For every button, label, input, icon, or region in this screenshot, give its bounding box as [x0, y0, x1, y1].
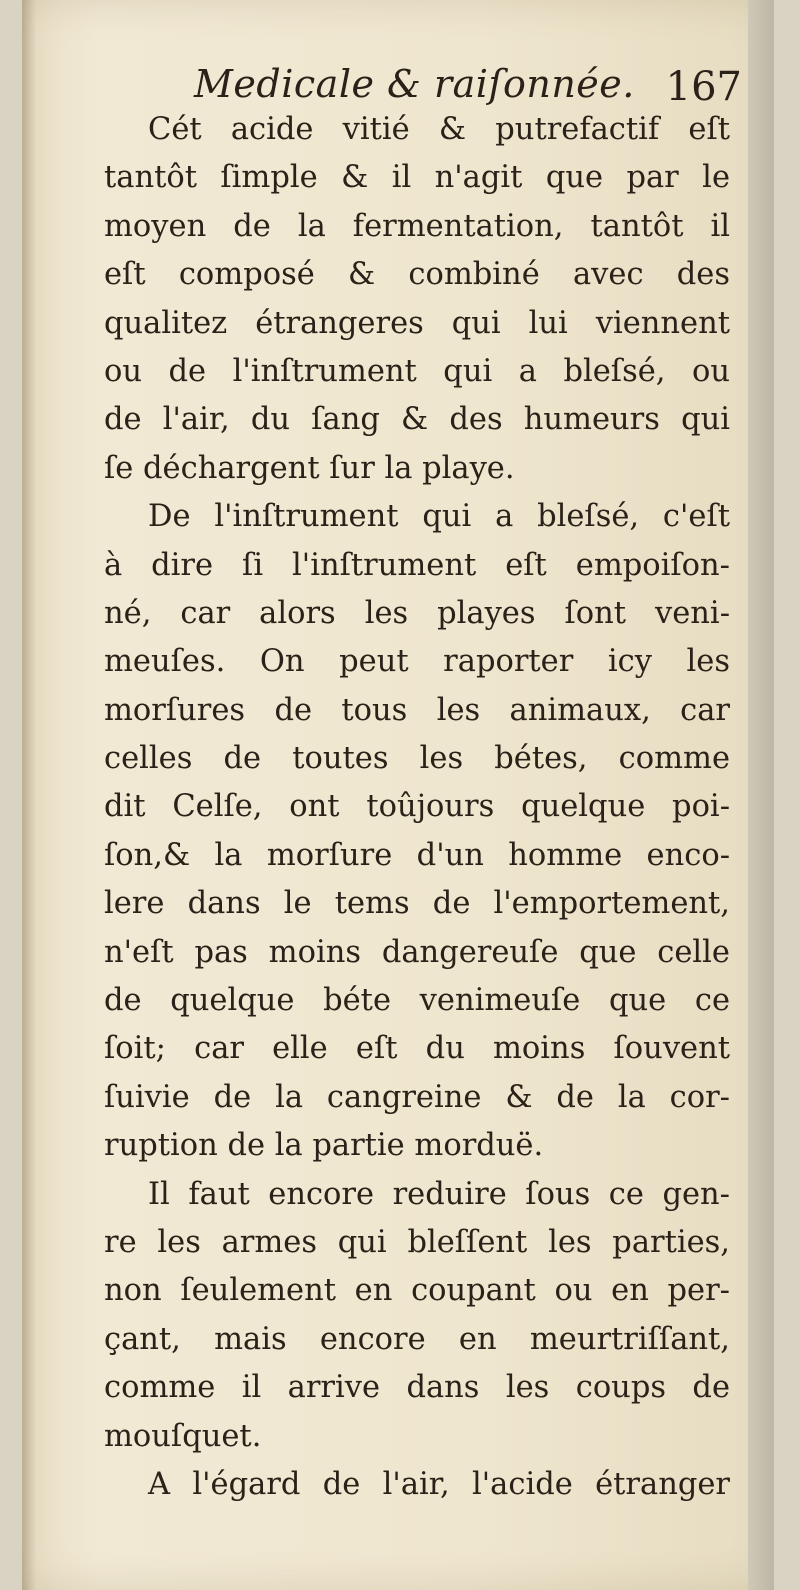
page-edge: [748, 0, 774, 1590]
text-line: ſoit; car elle eſt du moins ſouvent: [104, 1031, 730, 1067]
text-line: lere dans le tems de l'emportement,: [104, 886, 730, 922]
text-line: à dire ſi l'inſtrument eſt empoiſon-: [104, 547, 730, 583]
running-title: Medicale & raiſonnée.: [194, 62, 635, 106]
page-number: 167: [665, 64, 742, 110]
text-line: Cét acide vitié & putrefactif eſt: [148, 112, 730, 147]
text-line: morſures de tous les animaux, car: [104, 692, 730, 728]
body-text: [104, 106, 730, 1509]
text-line: ruption de la partie morduë.: [104, 1128, 544, 1164]
text-line: ſuivie de la cangreine & de la cor-: [104, 1079, 730, 1115]
text-line: celles de toutes les bétes, comme: [104, 741, 730, 777]
text-line: n'eſt pas moins dangereuſe que celle: [104, 934, 730, 970]
text-line: ſe déchargent ſur la playe.: [104, 450, 515, 486]
text-line: çant, mais encore en meurtriſſant,: [104, 1321, 730, 1357]
text-line: dit Celſe, ont toûjours quelque poi-: [104, 789, 730, 825]
book-page: [22, 0, 774, 1590]
text-line: non ſeulement en coupant ou en per-: [104, 1273, 730, 1309]
text-line: moyen de la fermentation, tantôt il: [104, 208, 730, 244]
text-line: mouſquet.: [104, 1418, 262, 1454]
text-line: ſon,& la morſure d'un homme enco-: [104, 837, 730, 873]
text-line: meuſes. On peut raporter icy les: [104, 644, 730, 680]
text-line: né, car alors les playes ſont veni-: [104, 595, 730, 631]
text-line: qualitez étrangeres qui lui viennent: [104, 305, 730, 341]
text-line: Il faut encore reduire ſous ce gen-: [148, 1176, 730, 1212]
text-line: de quelque béte venimeuſe que ce: [104, 983, 730, 1019]
text-line: A l'égard de l'air, l'acide étranger: [148, 1466, 730, 1502]
text-line: eſt composé & combiné avec des: [104, 257, 730, 293]
text-line: comme il arrive dans les coups de: [104, 1370, 730, 1406]
text-line: de l'air, du ſang & des humeurs qui: [104, 402, 730, 438]
text-line: re les armes qui bleſſent les parties,: [104, 1224, 730, 1260]
text-line: tantôt ſimple & il n'agit que par le: [104, 160, 730, 196]
text-line: ou de l'inſtrument qui a bleſsé, ou: [104, 353, 730, 389]
text-line: De l'inſtrument qui a bleſsé, c'eſt: [148, 499, 730, 535]
